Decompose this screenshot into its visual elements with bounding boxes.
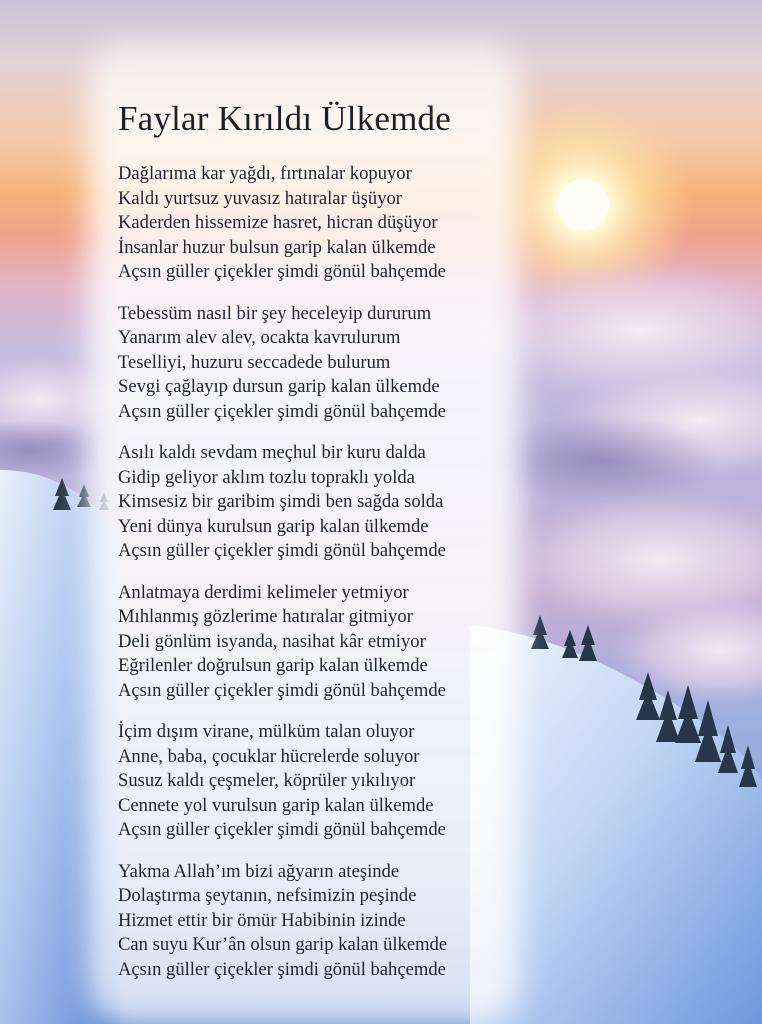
poem-line: Açsın güller çiçekler şimdi gönül bahçemde [118, 679, 446, 701]
poem-line: Anlatmaya derdimi kelimeler yetmiyor [118, 581, 409, 603]
poem-line: Açsın güller çiçekler şimdi gönül bahçemde [118, 958, 446, 980]
poem-line: Yeni dünya kurulsun garip kalan ülkemde [118, 515, 429, 537]
poem-line: Açsın güller çiçekler şimdi gönül bahçemde [118, 540, 446, 561]
stanza-5 [118, 720, 518, 843]
poem-line: Yakma Allah’ım bizi ağyarın ateşinde [118, 860, 400, 882]
poem-line: İçim dışım virane, mülküm talan oluyor [118, 721, 415, 742]
stanza-2 [118, 302, 518, 425]
poem-line: Açsın güller çiçekler şimdi gönül bahçemde [118, 819, 446, 840]
poem-line: Teselliyi, huzuru seccadede bulurum [118, 351, 391, 373]
poem-line: Deli gönlüm isyanda, nasihat kâr etmiyor [118, 630, 426, 652]
poem-line: Kaderden hissemize hasret, hicran düşüyor [118, 212, 438, 233]
poem-line: Eğrilenler doğrulsun garip kalan ülkemde [118, 655, 428, 676]
poem-line: Tebessüm nasıl bir şey heceleyip dururum [118, 302, 432, 324]
poem-line: Kaldı yurtsuz yuvasız hatıralar üşüyor [118, 187, 402, 209]
poem-line: Açsın güller çiçekler şimdi gönül bahçemde [118, 400, 446, 422]
stanza-4 [118, 581, 518, 704]
poem-line: Kimsesiz bir garibim şimdi ben sağda solda [118, 491, 444, 512]
poem-title: Faylar Kırıldı Ülkemde [118, 99, 451, 138]
stanza-3 [118, 441, 518, 564]
poem [118, 98, 518, 999]
poem-line: Asılı kaldı sevdam meçhul bir kuru dalda [118, 442, 426, 463]
poem-line: Mıhlanmış gözlerime hatıralar gitmiyor [118, 606, 413, 627]
poem-line: Hizmet ettir bir ömür Habibinin izinde [118, 909, 406, 931]
poem-line: Yanarım alev alev, ocakta kavrulurum [118, 327, 401, 348]
poem-line: Sevgi çağlayıp dursun garip kalan ülkemde [118, 376, 440, 397]
poem-line: Açsın güller çiçekler şimdi gönül bahçemde [118, 261, 446, 282]
poem-line: Gidip geliyor aklım tozlu topraklı yolda [118, 466, 415, 488]
stanza-1 [118, 162, 518, 285]
poem-line: Dolaştırma şeytanın, nefsimizin peşinde [118, 885, 417, 906]
poem-line: Can suyu Kur’ân olsun garip kalan ülkemde [118, 934, 448, 955]
poem-line: Anne, baba, çocuklar hücrelerde soluyor [118, 745, 420, 767]
poem-line: Susuz kaldı çeşmeler, köprüler yıkılıyor [118, 770, 416, 791]
poem-line: Cennete yol vurulsun garip kalan ülkemde [118, 794, 434, 816]
poem-line: İnsanlar huzur bulsun garip kalan ülkemde [118, 236, 436, 258]
stanza-6 [118, 860, 518, 983]
poem-line: Dağlarıma kar yağdı, fırtınalar kopuyor [118, 163, 412, 184]
